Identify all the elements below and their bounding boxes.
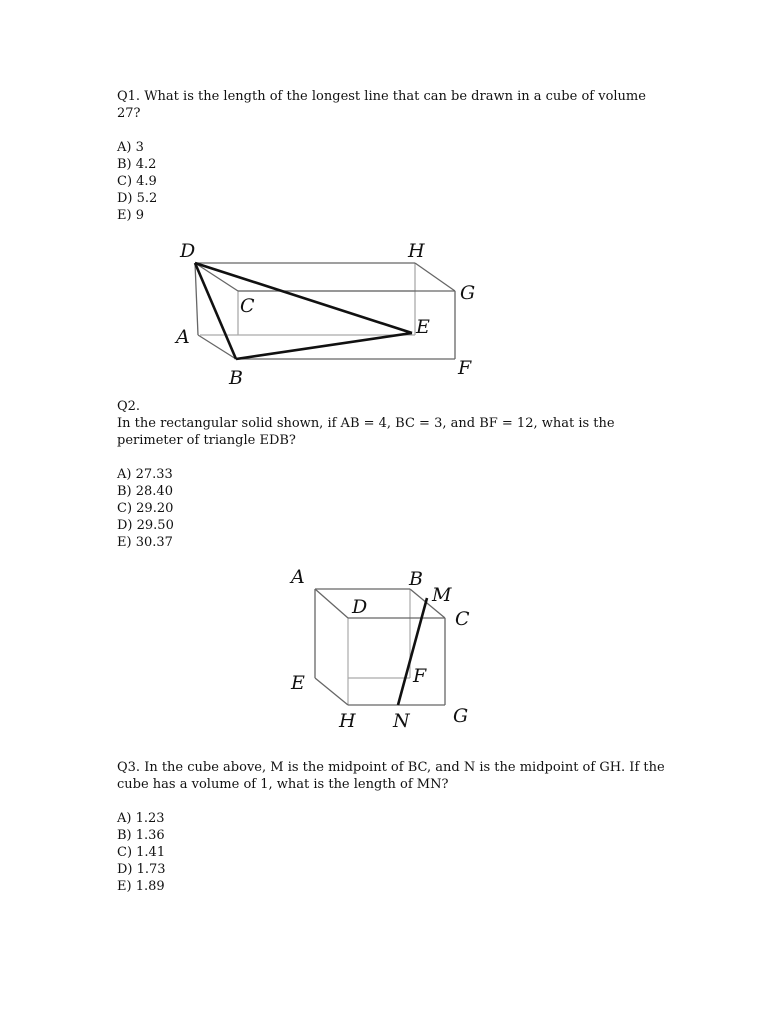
fig1-label-c: C [240, 295, 255, 317]
q3-text-line2: cube has a volume of 1, what is the length of MN? [117, 777, 449, 792]
q2-options [117, 466, 174, 551]
fig2-label-m: M [432, 584, 452, 606]
q3-option-c: C) 1.41 [117, 845, 166, 860]
q2-option-d: D) 29.50 [117, 518, 174, 533]
q2-text-line1: In the rectangular solid shown, if AB = 4, BC = 3, and BF = 12, what is the [117, 416, 615, 431]
fig1-label-b: B [229, 367, 243, 389]
fig1-label-g: G [460, 282, 476, 304]
q1-option-c: C) 4.9 [117, 174, 157, 189]
rectangular-solid-figure [170, 235, 490, 390]
fig1-label-f: F [458, 357, 472, 379]
fig1-label-e: E [416, 316, 430, 338]
q2-option-c: C) 29.20 [117, 501, 174, 516]
cube-figure [285, 565, 485, 735]
q1-option-a: A) 3 [117, 140, 144, 155]
q2-option-a: A) 27.33 [117, 467, 173, 482]
q3-options [117, 810, 166, 895]
q3-option-a: A) 1.23 [117, 811, 165, 826]
q3-option-e: E) 1.89 [117, 879, 165, 894]
q1-text-line1: Q1. What is the length of the longest line that can be drawn in a cube of volume [117, 89, 646, 104]
q1-text-line2: 27? [117, 106, 141, 121]
q1-option-e: E) 9 [117, 208, 144, 223]
fig2-label-n: N [393, 710, 410, 732]
q2-text-line2: perimeter of triangle EDB? [117, 433, 296, 448]
fig2-label-g: G [453, 705, 469, 727]
fig2-label-c: C [455, 608, 470, 630]
q3-option-d: D) 1.73 [117, 862, 166, 877]
fig2-label-f: F [413, 665, 427, 687]
fig1-label-a: A [176, 326, 190, 348]
fig2-label-d: D [352, 596, 368, 618]
fig2-label-e: E [291, 672, 305, 694]
q3-text-line1: Q3. In the cube above, M is the midpoint of BC, and N is the midpoint of GH. If the [117, 760, 665, 775]
q2-label: Q2. [117, 399, 141, 414]
q1-options [117, 139, 157, 224]
fig2-label-b: B [409, 568, 423, 590]
fig2-label-h: H [339, 710, 356, 732]
q2-option-e: E) 30.37 [117, 535, 173, 550]
q1-option-d: D) 5.2 [117, 191, 158, 206]
q3-option-b: B) 1.36 [117, 828, 165, 843]
fig1-label-d: D [180, 240, 196, 262]
fig1-label-h: H [408, 240, 425, 262]
q2-option-b: B) 28.40 [117, 484, 173, 499]
fig2-label-a: A [291, 566, 305, 588]
q1-option-b: B) 4.2 [117, 157, 157, 172]
